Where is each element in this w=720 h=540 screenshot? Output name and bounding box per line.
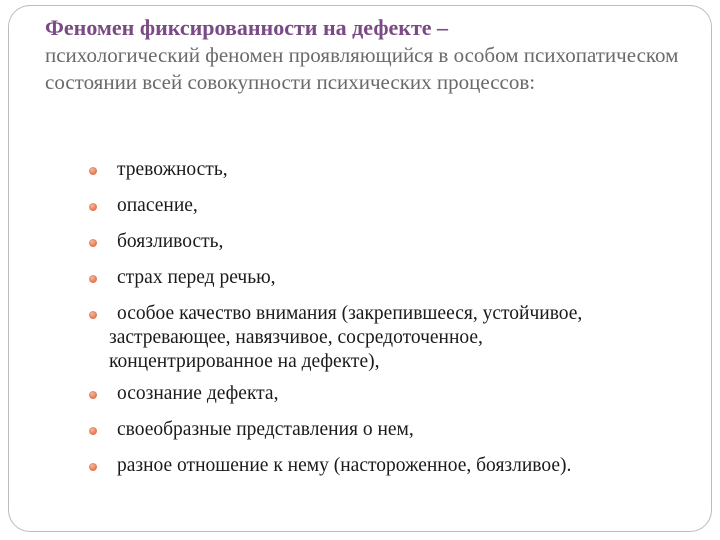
list-item: [87, 266, 697, 290]
list-item: [87, 302, 697, 374]
list-item-text: тревожность,: [117, 159, 228, 180]
list-item-text: страх перед речью,: [117, 267, 276, 288]
slide-heading: [45, 14, 705, 96]
bullet-icon: [89, 275, 97, 283]
slide-frame: [8, 5, 712, 532]
bullet-icon: [89, 311, 97, 319]
heading-definition: психологический феномен проявляющийся в особом психопатическом состоянии всей совокупности психических процессов:: [45, 43, 679, 94]
list-item-text: особое качество внимания (закрепившееся, устойчивое,: [117, 303, 583, 324]
list-item-text: разное отношение к нему (настороженное, боязливое).: [117, 455, 572, 476]
list-item-text: осознание дефекта,: [117, 383, 279, 404]
heading-term: Феномен фиксированности на дефекте: [45, 15, 432, 40]
bullet-icon: [89, 167, 97, 175]
list-item-text-line-3: концентрированное на дефекте),: [109, 351, 380, 372]
list-item-text: своеобразные представления о нем,: [117, 419, 414, 440]
heading-dash: –: [431, 15, 449, 40]
bullet-icon: [89, 463, 97, 471]
list-item: [87, 418, 697, 442]
list-item: [87, 194, 697, 218]
list-item: [87, 158, 697, 182]
bullet-list: [87, 158, 697, 490]
list-item-text-line-2: застревающее, навязчивое, сосредоточенное,: [109, 327, 483, 348]
list-item: [87, 454, 697, 478]
list-item-text: боязливость,: [117, 231, 224, 252]
bullet-icon: [89, 427, 97, 435]
bullet-icon: [89, 203, 97, 211]
bullet-icon: [89, 239, 97, 247]
list-item: [87, 382, 697, 406]
bullet-icon: [89, 391, 97, 399]
list-item-text: опасение,: [117, 195, 198, 216]
list-item: [87, 230, 697, 254]
